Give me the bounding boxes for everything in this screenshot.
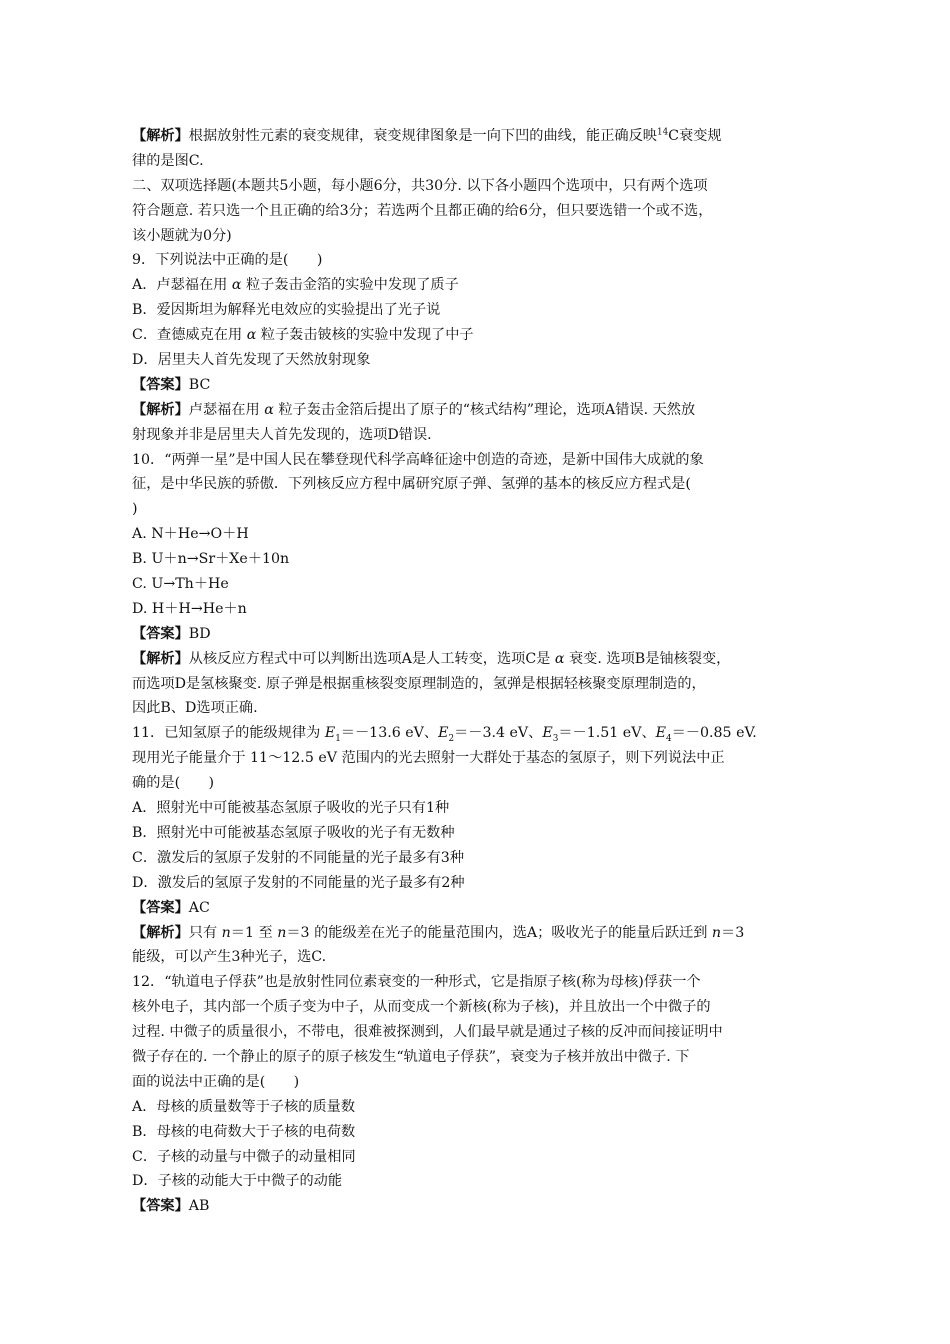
text-line <box>132 846 826 871</box>
text-line <box>132 796 826 821</box>
text-span: ＝3 的能级差在光子的能量范围内，选A；吸收光子的能量后跃迁到 <box>286 924 712 941</box>
text-line <box>132 622 826 647</box>
text-line <box>132 1194 826 1219</box>
text-line <box>132 149 826 174</box>
text-span: 律的是图C. <box>132 152 204 169</box>
text-span: BC <box>188 376 211 393</box>
text-span: 粒子轰击铍核的实验中发现了中子 <box>256 327 474 344</box>
section-label: 【解析】 <box>132 924 189 941</box>
text-span: 二、双项选择题(本题共5小题，每小题6分，共30分. 以下各小题四个选项中，只有两个选项 <box>132 177 708 194</box>
text-line <box>132 497 826 522</box>
text-line <box>132 522 826 547</box>
text-span: 11．已知氢原子的能级规律为 <box>132 725 325 742</box>
text-line <box>132 746 826 771</box>
text-span: 面的说法中正确的是( ) <box>132 1073 300 1090</box>
text-span: ) <box>132 501 138 518</box>
text-span: 根据放射性元素的衰变规律，衰变规律图象是一向下凹的曲线，能正确反映 <box>188 128 657 144</box>
text-span: 而选项D是氢核聚变. 原子弹是根据重核裂变原理制造的，氢弹是根据轻核聚变原理制造的， <box>132 675 706 692</box>
text-span: D．居里夫人首先发现了天然放射现象 <box>132 352 371 369</box>
text-span: ＝－3.4 eV、 <box>454 725 543 742</box>
text-span: ＝－1.51 eV、 <box>558 725 656 742</box>
text-span: 12．“轨道电子俘获”也是放射性同位素衰变的一种形式，它是指原子核(称为母核)俘获一个 <box>132 974 701 991</box>
text-span: ＝1 至 <box>230 924 278 941</box>
text-line <box>132 1070 826 1095</box>
text-span: α <box>231 277 242 294</box>
text-span: AB <box>188 1198 210 1215</box>
text-span: 从核反应方程式中可以判断出选项A是人工转变，选项C是 <box>188 650 555 667</box>
text-line <box>132 124 826 149</box>
text-line <box>132 298 826 323</box>
subscript: 1 <box>335 734 341 745</box>
text-span: C．查德威克在用 <box>132 327 247 344</box>
text-line <box>132 721 826 746</box>
text-span: n <box>221 924 231 941</box>
text-span: C衰变规 <box>668 128 722 144</box>
text-span: E <box>324 725 336 742</box>
text-span: E <box>438 725 449 742</box>
text-line <box>132 1095 826 1120</box>
text-line <box>132 696 826 721</box>
text-span: AC <box>188 899 210 916</box>
text-span: α <box>264 401 274 418</box>
text-span: 射现象并非是居里夫人首先发现的，选项D错误. <box>132 426 432 443</box>
document-body <box>132 124 826 1219</box>
text-span: n <box>711 924 722 941</box>
text-span: ＝3 <box>721 924 745 941</box>
text-line <box>132 398 826 423</box>
text-span: 微子存在的. 一个静止的原子的原子核发生“轨道电子俘获”，衰变为子核并放出中微子. 下 <box>132 1048 690 1065</box>
section-label: 【答案】 <box>132 899 189 916</box>
text-span: 征，是中华民族的骄傲．下列核反应方程中属研究原子弹、氢弹的基本的核反应方程式是( <box>132 476 691 493</box>
text-line <box>132 348 826 373</box>
text-span: E <box>655 725 666 742</box>
text-span: α <box>554 650 565 667</box>
text-span: 9．下列说法中正确的是( ) <box>132 252 323 269</box>
text-line <box>132 1169 826 1194</box>
text-span: 过程. 中微子的质量很小，不带电，很难被探测到，人们最早就是通过子核的反冲而间接证明中 <box>132 1024 723 1041</box>
text-span: 粒子轰击金箔后提出了原子的“核式结构”理论，选项A错误. 天然放 <box>273 401 696 418</box>
text-span: α <box>246 327 257 344</box>
text-line <box>132 945 826 970</box>
text-line <box>132 896 826 921</box>
text-line <box>132 572 826 597</box>
text-span: 确的是( ) <box>132 775 215 792</box>
text-span: B. U＋n→Sr＋Xe＋10n <box>132 551 290 568</box>
text-line <box>132 1145 826 1170</box>
subscript: 3 <box>552 734 559 745</box>
text-span: C．子核的动量与中微子的动量相同 <box>132 1148 356 1165</box>
subscript: 2 <box>448 734 455 745</box>
text-span: D．激发后的氢原子发射的不同能量的光子最多有2种 <box>132 874 465 891</box>
text-line <box>132 1020 826 1045</box>
text-span: C．激发后的氢原子发射的不同能量的光子最多有3种 <box>132 849 465 866</box>
text-span: BD <box>188 625 211 642</box>
text-span: A．照射光中可能被基态氢原子吸收的光子只有1种 <box>132 800 450 817</box>
text-span: 能级，可以产生3种光子，选C. <box>132 949 327 966</box>
text-span: B．爱因斯坦为解释光电效应的实验提出了光子说 <box>132 302 441 319</box>
text-span: 衰变. 选项B是铀核裂变， <box>564 650 731 667</box>
text-span: 10．“两弹一星”是中国人民在攀登现代科学高峰征途中创造的奇迹，是新中国伟大成就的象 <box>132 451 704 468</box>
text-span: B．母核的电荷数大于子核的电荷数 <box>132 1123 356 1140</box>
text-line <box>132 248 826 273</box>
text-line <box>132 871 826 896</box>
text-span: B．照射光中可能被基态氢原子吸收的光子有无数种 <box>132 824 455 841</box>
text-line <box>132 547 826 572</box>
text-span: C. U→Th＋He <box>132 576 229 593</box>
text-span: E <box>542 725 553 742</box>
text-line <box>132 273 826 298</box>
text-span: n <box>277 924 287 941</box>
subscript: 4 <box>666 734 672 745</box>
section-label: 【答案】 <box>132 1198 189 1215</box>
text-line <box>132 199 826 224</box>
text-line <box>132 771 826 796</box>
section-label: 【答案】 <box>132 376 189 393</box>
text-span: A．母核的质量数等于子核的质量数 <box>132 1098 356 1115</box>
text-span: 符合题意. 若只选一个且正确的给3分；若选两个且都正确的给6分，但只要选错一个或不选， <box>132 202 713 219</box>
text-line <box>132 647 826 672</box>
text-span: 该小题就为0分) <box>132 227 232 244</box>
text-line <box>132 597 826 622</box>
text-line <box>132 1045 826 1070</box>
text-line <box>132 174 826 199</box>
text-span: A．卢瑟福在用 <box>132 277 232 294</box>
text-line <box>132 995 826 1020</box>
text-line <box>132 1120 826 1145</box>
section-label: 【解析】 <box>132 650 189 667</box>
text-line <box>132 472 826 497</box>
text-span: D. H＋H→He＋n <box>132 600 247 617</box>
text-span: 只有 <box>188 924 222 941</box>
text-line <box>132 448 826 473</box>
text-line <box>132 224 826 249</box>
text-line <box>132 423 826 448</box>
text-span: 粒子轰击金箔的实验中发现了质子 <box>241 277 459 294</box>
text-line <box>132 821 826 846</box>
text-span: 核外电子，其内部一个质子变为中子，从而变成一个新核(称为子核)，并且放出一个中微子的 <box>132 999 711 1016</box>
section-label: 【解析】 <box>132 401 189 418</box>
text-span: 卢瑟福在用 <box>188 401 265 418</box>
section-label: 【答案】 <box>132 625 189 642</box>
text-span: 现用光子能量介于 11～12.5 eV 范围内的光去照射一大群处于基态的氢原子，则下列说法中正 <box>132 750 725 767</box>
text-span: 因此B、D选项正确. <box>132 700 258 717</box>
text-span: ＝－0.85 eV. <box>671 725 757 742</box>
section-label: 【解析】 <box>132 128 189 144</box>
text-line <box>132 672 826 697</box>
text-span: ＝－13.6 eV、 <box>340 725 439 742</box>
text-span: D．子核的动能大于中微子的动能 <box>132 1173 343 1190</box>
text-line <box>132 373 826 398</box>
text-line <box>132 970 826 995</box>
text-line <box>132 323 826 348</box>
text-span: A. N＋He→O＋H <box>132 526 249 543</box>
superscript: 14 <box>656 127 669 138</box>
text-line <box>132 921 826 946</box>
